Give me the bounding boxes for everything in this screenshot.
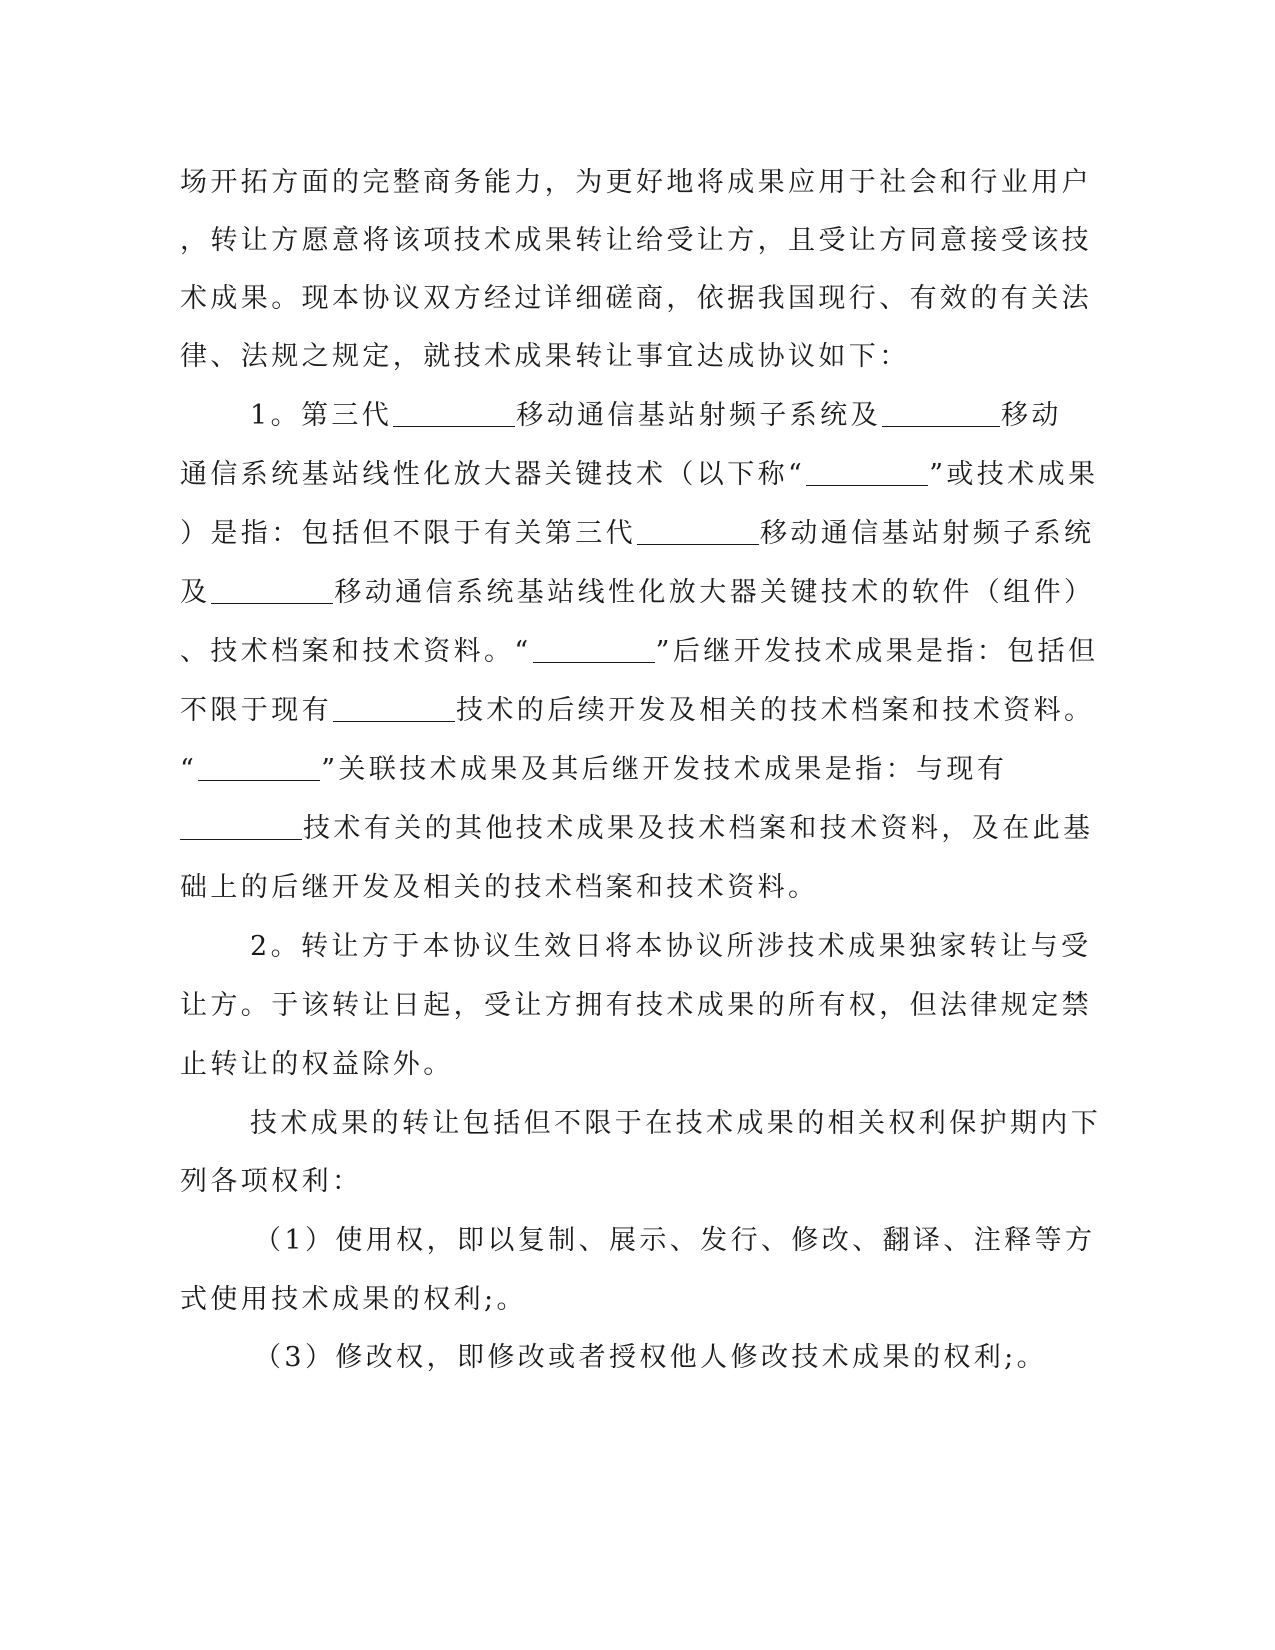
right-item-1: （1）使用权，即以复制、展示、发行、修改、翻译、注释等方 — [254, 1225, 1096, 1256]
fill-in-blank[interactable] — [637, 518, 759, 545]
fill-in-blank[interactable] — [393, 400, 515, 427]
right-item-3: （3）修改权，即修改或者授权他人修改技术成果的权利;。 — [254, 1342, 1048, 1373]
clause-1-first-line: 1。第三代 移动通信基站射频子系统及 移动 — [250, 400, 1062, 431]
fill-in-blank[interactable] — [180, 813, 302, 840]
text-line: 术成果。现本协议双方经过详细磋商，依据我国现行、有效的有关法 — [180, 283, 1092, 314]
text-line: 律、法规之规定，就技术成果转让事宜达成协议如下： — [180, 341, 910, 372]
text-line: 场开拓方面的完整商务能力，为更好地将成果应用于社会和行业用户 — [180, 167, 1092, 198]
text-line: ）是指：包括但不限于有关第三代 移动通信基站射频子系统 — [180, 518, 1095, 549]
text-line: 技术有关的其他技术成果及技术档案和技术资料，及在此基 — [180, 809, 1093, 849]
text-line: 、技术档案和技术资料。“ ”后继开发技术成果是指：包括但 — [180, 636, 1099, 667]
paragraph-first-line: 技术成果的转让包括但不限于在技术成果的相关权利保护期内下 — [250, 1108, 1102, 1139]
text-line: 让方。于该转让日起，受让方拥有技术成果的所有权，但法律规定禁 — [180, 990, 1092, 1021]
text-line: 通信系统基站线性化放大器关键技术（以下称“ ”或技术成果 — [180, 459, 1099, 490]
fill-in-blank[interactable] — [806, 459, 928, 486]
text-line: ，转让方愿意将该项技术成果转让给受让方，且受让方同意接受该技 — [180, 225, 1092, 256]
fill-in-blank[interactable] — [198, 754, 320, 781]
text-line: 不限于现有 技术的后续开发及相关的技术档案和技术资料。 — [180, 695, 1095, 726]
text-line: 式使用技术成果的权利;。 — [180, 1284, 527, 1315]
fill-in-blank[interactable] — [882, 400, 1000, 427]
fill-in-blank[interactable] — [533, 636, 655, 663]
text-line: 及 移动通信系统基站线性化放大器关键技术的软件（组件） — [180, 577, 1095, 608]
clause-2-first-line: 2。转让方于本协议生效日将本协议所涉技术成果独家转让与受 — [250, 931, 1092, 962]
text-line: 础上的后继开发及相关的技术档案和技术资料。 — [180, 872, 819, 903]
text-line: 列各项权利： — [180, 1166, 363, 1197]
fill-in-blank[interactable] — [333, 695, 455, 722]
fill-in-blank[interactable] — [211, 577, 333, 604]
text-line: 止转让的权益除外。 — [180, 1049, 454, 1080]
text-line: “ ”关联技术成果及其后继开发技术成果是指：与现有 — [180, 754, 1008, 785]
